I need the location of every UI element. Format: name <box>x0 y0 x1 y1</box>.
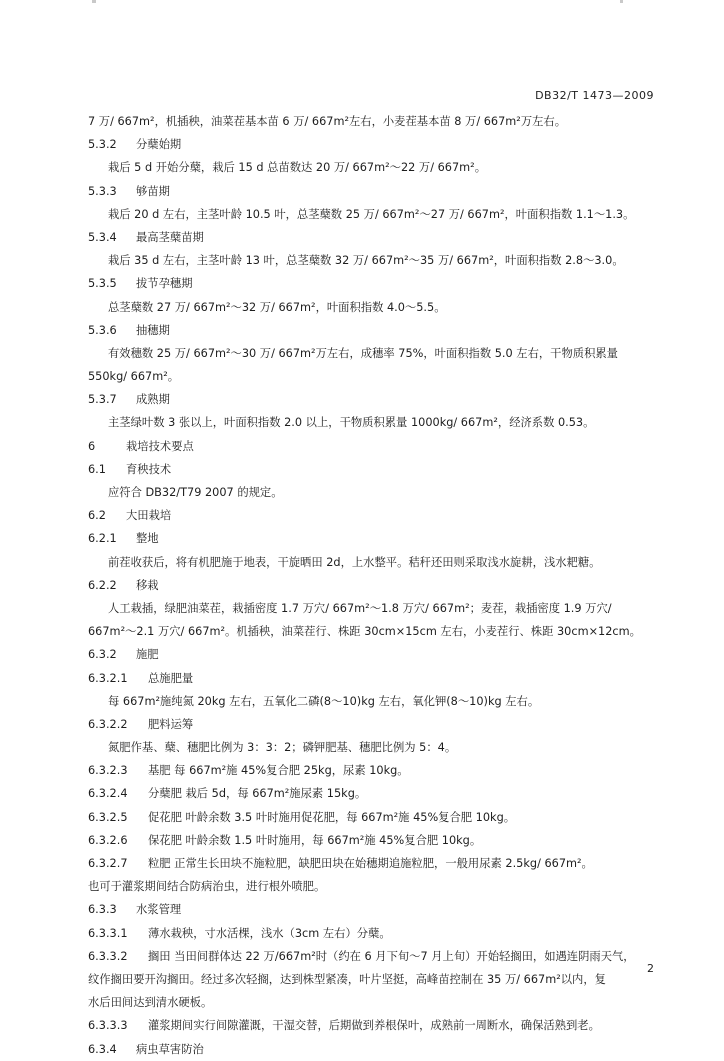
body-line <box>88 342 660 365</box>
line-text: 栽后 20 d 左右，主茎叶龄 10.5 叶，总茎蘖数 25 万/ 667m²～27 万/ 667m²，叶面积指数 1.1～1.3。 <box>108 207 635 221</box>
body-line <box>88 736 660 759</box>
clause-heading <box>88 643 660 666</box>
clause-heading <box>88 898 660 921</box>
line-text: 成熟期 <box>136 393 170 407</box>
standard-code: DB32/T 1473—2009 <box>535 89 654 102</box>
clause-number: 6.1 <box>88 462 106 476</box>
body-line <box>88 110 660 133</box>
clause-number: 6.3.2.2 <box>88 717 128 731</box>
body-line <box>88 968 660 991</box>
line-text: 施肥 <box>136 648 159 662</box>
clause-number: 6.3.3.2 <box>88 949 128 963</box>
line-text: 移栽 <box>136 578 159 592</box>
line-text: 每 667m²施纯氮 20kg 左右，五氧化二磷(8～10)kg 左右，氧化钾(8～10)kg 左右。 <box>108 694 540 708</box>
line-text: 够苗期 <box>136 184 170 198</box>
clause-number: 6.3.4 <box>88 1042 117 1056</box>
section-heading <box>88 458 660 481</box>
clause-number: 6.2.1 <box>88 532 117 546</box>
clause-heading <box>88 319 660 342</box>
clause-heading <box>88 806 660 829</box>
clause-number: 6.3.2 <box>88 648 117 662</box>
line-text: 应符合 DB32/T79 2007 的规定。 <box>108 486 283 499</box>
clause-number: 5.3.2 <box>88 138 117 152</box>
body-line <box>88 411 660 434</box>
line-text: 抽穗期 <box>136 323 170 337</box>
clause-heading <box>88 527 660 550</box>
clause-number: 6 <box>88 439 96 453</box>
line-text: 薄水栽秧，寸水活棵，浅水（3cm 左右）分蘖。 <box>148 926 391 940</box>
clause-number: 6.3.3 <box>88 903 117 917</box>
clause-number: 6.3.2.6 <box>88 833 128 847</box>
line-text: 550kg/ 667m²。 <box>88 370 180 384</box>
body-line <box>88 249 660 272</box>
clause-number: 6.3.3.1 <box>88 926 128 940</box>
clause-number: 6.3.2.5 <box>88 810 128 824</box>
line-text: 育秧技术 <box>126 462 172 476</box>
line-text: 总茎蘖数 27 万/ 667m²～32 万/ 667m²，叶面积指数 4.0～5.5。 <box>108 300 446 314</box>
line-text: 有效穗数 25 万/ 667m²～30 万/ 667m²万左右，成穗率 75%，叶面积指数 5.0 左右，干物质积累量 <box>108 346 618 360</box>
body-line <box>88 597 660 620</box>
clause-number: 6.2 <box>88 509 106 523</box>
clause-heading <box>88 667 660 690</box>
body-line <box>88 551 660 574</box>
clause-heading <box>88 574 660 597</box>
clause-number: 5.3.5 <box>88 277 117 291</box>
clause-number: 5.3.3 <box>88 184 117 198</box>
clause-number: 5.3.4 <box>88 230 117 244</box>
clause-number: 6.3.2.1 <box>88 671 128 685</box>
line-text: 人工栽插，绿肥油菜茬，栽插密度 1.7 万穴/ 667m²～1.8 万穴/ 667m²；麦茬，栽插密度 1.9 万穴/ <box>108 601 612 615</box>
clause-heading <box>88 922 660 945</box>
body-line <box>88 690 660 713</box>
line-text: 保花肥 叶龄余数 1.5 叶时施用，每 667m²施 45%复合肥 10kg。 <box>148 833 482 847</box>
line-text: 也可于灌浆期间结合防病治虫，进行根外喷肥。 <box>88 880 326 894</box>
line-text: 大田栽培 <box>126 509 172 523</box>
clause-number: 5.3.6 <box>88 323 117 337</box>
clause-number: 6.2.2 <box>88 578 117 592</box>
clause-heading <box>88 782 660 805</box>
line-text: 肥料运筹 <box>148 717 194 731</box>
clause-number: 6.3.2.7 <box>88 857 128 870</box>
clause-number: 6.3.3.3 <box>88 1019 128 1033</box>
line-text: 粒肥 正常生长田块不施粒肥，缺肥田块在始穗期追施粒肥，一般用尿素 2.5kg/ 667m²。 <box>148 857 593 870</box>
line-text: 拔节孕穗期 <box>136 277 193 291</box>
line-text: 搁田 当田间群体达 22 万/667m²时（约在 6 月下旬～7 月上旬）开始轻搁田，如遇连阴雨天气， <box>148 949 635 963</box>
line-text: 最高茎蘖苗期 <box>136 230 204 244</box>
line-text: 纹作搁田要开沟搁田。经过多次轻搁，达到株型紧凑，叶片坚挺，高峰苗控制在 35 万/ 667m²以内，复 <box>88 972 606 986</box>
clause-number: 6.3.2.3 <box>88 764 128 778</box>
body-line <box>88 875 660 898</box>
clause-heading <box>88 388 660 411</box>
line-text: 栽后 5 d 开始分蘖，栽后 15 d 总苗数达 20 万/ 667m²～22 万/ 667m²。 <box>108 161 487 175</box>
line-text: 主茎绿叶数 3 张以上，叶面积指数 2.0 以上，干物质积累量 1000kg/ 667m²，经济系数 0.53。 <box>108 416 595 430</box>
body-line <box>88 156 660 179</box>
clause-heading <box>88 272 660 295</box>
clause-heading <box>88 759 660 782</box>
line-text: 分蘖肥 栽后 5d，每 667m²施尿素 15kg。 <box>148 787 367 801</box>
body-line <box>88 620 660 643</box>
line-text: 灌浆期间实行间隙灌溉，干湿交替，后期做到养根保叶，成熟前一周断水，确保活熟到老。 <box>148 1019 600 1033</box>
line-text: 总施肥量 <box>148 671 194 685</box>
line-text: 水浆管理 <box>136 903 182 917</box>
line-text: 前茬收获后，将有机肥施于地表，干旋晒田 2d，上水整平。秸秆还田则采取浅水旋耕，浅水耙糖。 <box>108 555 601 569</box>
document-body <box>88 110 660 1061</box>
clause-heading <box>88 133 660 156</box>
clause-heading <box>88 945 660 968</box>
line-text: 促花肥 叶龄余数 3.5 叶时施用促花肥，每 667m²施 45%复合肥 10kg。 <box>148 810 516 824</box>
line-text: 水后田间达到清水硬板。 <box>88 996 213 1010</box>
body-line <box>88 991 660 1014</box>
clause-number: 5.3.7 <box>88 393 117 407</box>
clause-heading <box>88 1014 660 1037</box>
line-text: 病虫草害防治 <box>136 1042 204 1056</box>
line-text: 基肥 每 667m²施 45%复合肥 25kg，尿素 10kg。 <box>148 764 409 778</box>
clause-heading <box>88 226 660 249</box>
page-number: 2 <box>647 962 654 975</box>
line-text: 栽培技术要点 <box>126 439 194 453</box>
line-text: 整地 <box>136 532 159 546</box>
body-line <box>88 203 660 226</box>
body-line <box>88 365 660 388</box>
line-text: 667m²～2.1 万穴/ 667m²。机插秧，油菜茬行、株距 30cm×15cm 左右，小麦茬行、株距 30cm×12cm。 <box>88 625 641 639</box>
clause-heading <box>88 1038 660 1061</box>
clause-heading <box>88 713 660 736</box>
line-text: 7 万/ 667m²，机插秧，油菜茬基本苗 6 万/ 667m²左右，小麦茬基本苗 8 万/ 667m²万左右。 <box>88 115 567 128</box>
clause-heading <box>88 504 660 527</box>
clause-heading <box>88 180 660 203</box>
clause-heading <box>88 829 660 852</box>
line-text: 分蘖始期 <box>136 138 182 152</box>
body-line <box>88 481 660 504</box>
scan-speck <box>92 0 96 3</box>
section-heading <box>88 435 660 458</box>
line-text: 栽后 35 d 左右，主茎叶龄 13 叶，总茎蘖数 32 万/ 667m²～35 万/ 667m²，叶面积指数 2.8～3.0。 <box>108 254 624 268</box>
clause-number: 6.3.2.4 <box>88 787 128 801</box>
scan-speck <box>620 0 623 3</box>
clause-heading <box>88 852 660 875</box>
line-text: 氮肥作基、蘖、穗肥比例为 3：3：2；磷钾肥基、穗肥比例为 5：4。 <box>108 741 457 755</box>
body-line <box>88 296 660 319</box>
